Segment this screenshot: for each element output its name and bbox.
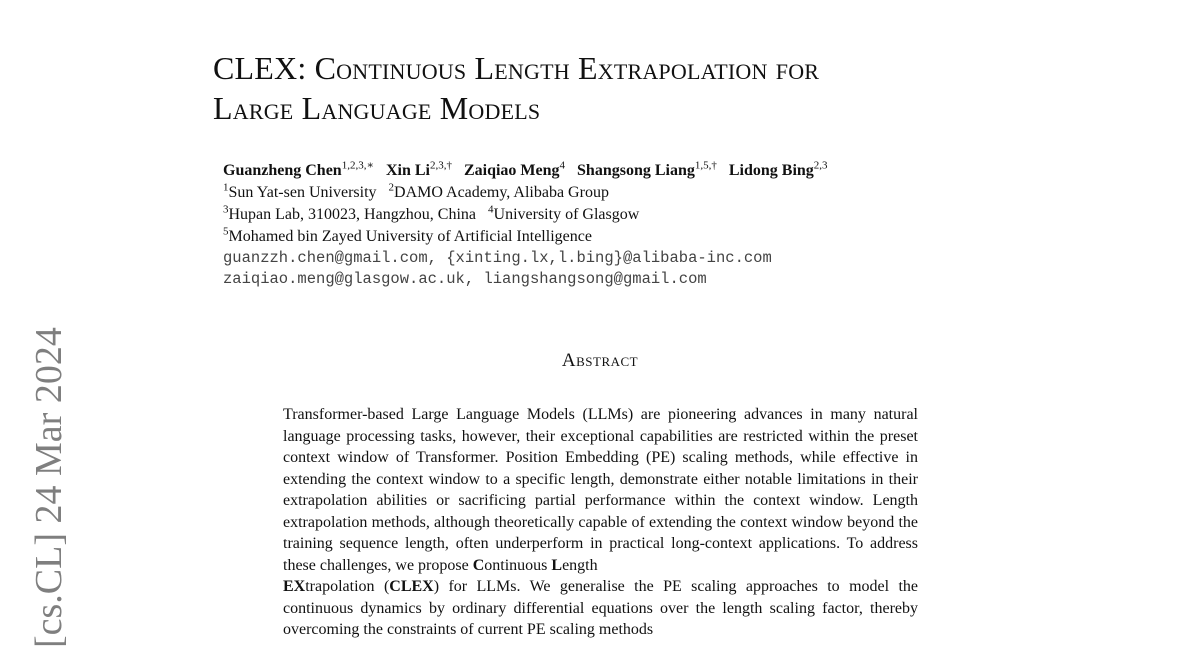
affiliation: $^2$DAMO Academy, Alibaba Group	[388, 181, 609, 201]
affiliation-line	[223, 226, 1123, 248]
author: Xin $Li^{2,3,\dagger}$	[385, 159, 452, 179]
email-line: guanzzh.chen@gmail.com, {xinting.lx,l.bing}@alibaba-inc.com	[223, 249, 772, 267]
affiliation-line	[223, 204, 1123, 226]
affiliation: $^1$Sun Yat-sen University	[223, 181, 377, 201]
abstract-text: Transformer-based Large Language Models (LLMs) are pioneering advances in many natural language processing tasks, however, their exceptional capabilities are restricted within the preset context window of Transformer. Position Embedding (PE) scaling methods, while effective in extending the context window to a specific length, demonstrate either notable limitations in their extrapolation abilities or sacrificing partial performance within the context window. Length extrapolation methods, although theoretically capable of extending the context window beyond the training sequence length, often underperform in practical long-context applications. To address these challenges, we propose Continuous Length EXtrapolation (CLEX) for LLMs. We generalise the PE scaling approaches to model the continuous dynamics by ordinary differential equations over the length scaling factor, thereby overcoming the constraints of current PE scaling methods	[283, 406, 919, 638]
author: Zaiqiao Meng$^4$	[463, 159, 566, 179]
author: Lidong Bing$^{2,3}$	[728, 159, 828, 179]
author: Guanzheng Chen$^{1,2,3,∗}$	[223, 159, 374, 179]
affiliation: $^5$Mohamed bin Zayed University of Artificial Intelligence	[223, 225, 592, 245]
title-line-2: Large Language Models	[213, 90, 541, 126]
affiliation: $^3$Hupan Lab, 310023, Hangzhou, China	[223, 203, 477, 223]
title-line-1: CLEX: Continuous Length Extrapolation for	[213, 50, 820, 86]
abstract-heading: Abstract	[561, 350, 639, 371]
affiliation-line	[223, 182, 1123, 204]
email-line: zaiqiao.meng@glasgow.ac.uk, liangshangsong@gmail.com	[223, 270, 707, 288]
paper-title	[213, 48, 1113, 128]
affiliation: $^4$University of Glasgow	[488, 203, 640, 223]
author-block	[223, 160, 1123, 290]
author: Shangsong Liang$^{1,5,\dagger}$	[577, 159, 717, 179]
author-list	[223, 160, 1123, 182]
arxiv-identifier-stamp: [cs.CL] 24 Mar 2024	[28, 327, 70, 648]
